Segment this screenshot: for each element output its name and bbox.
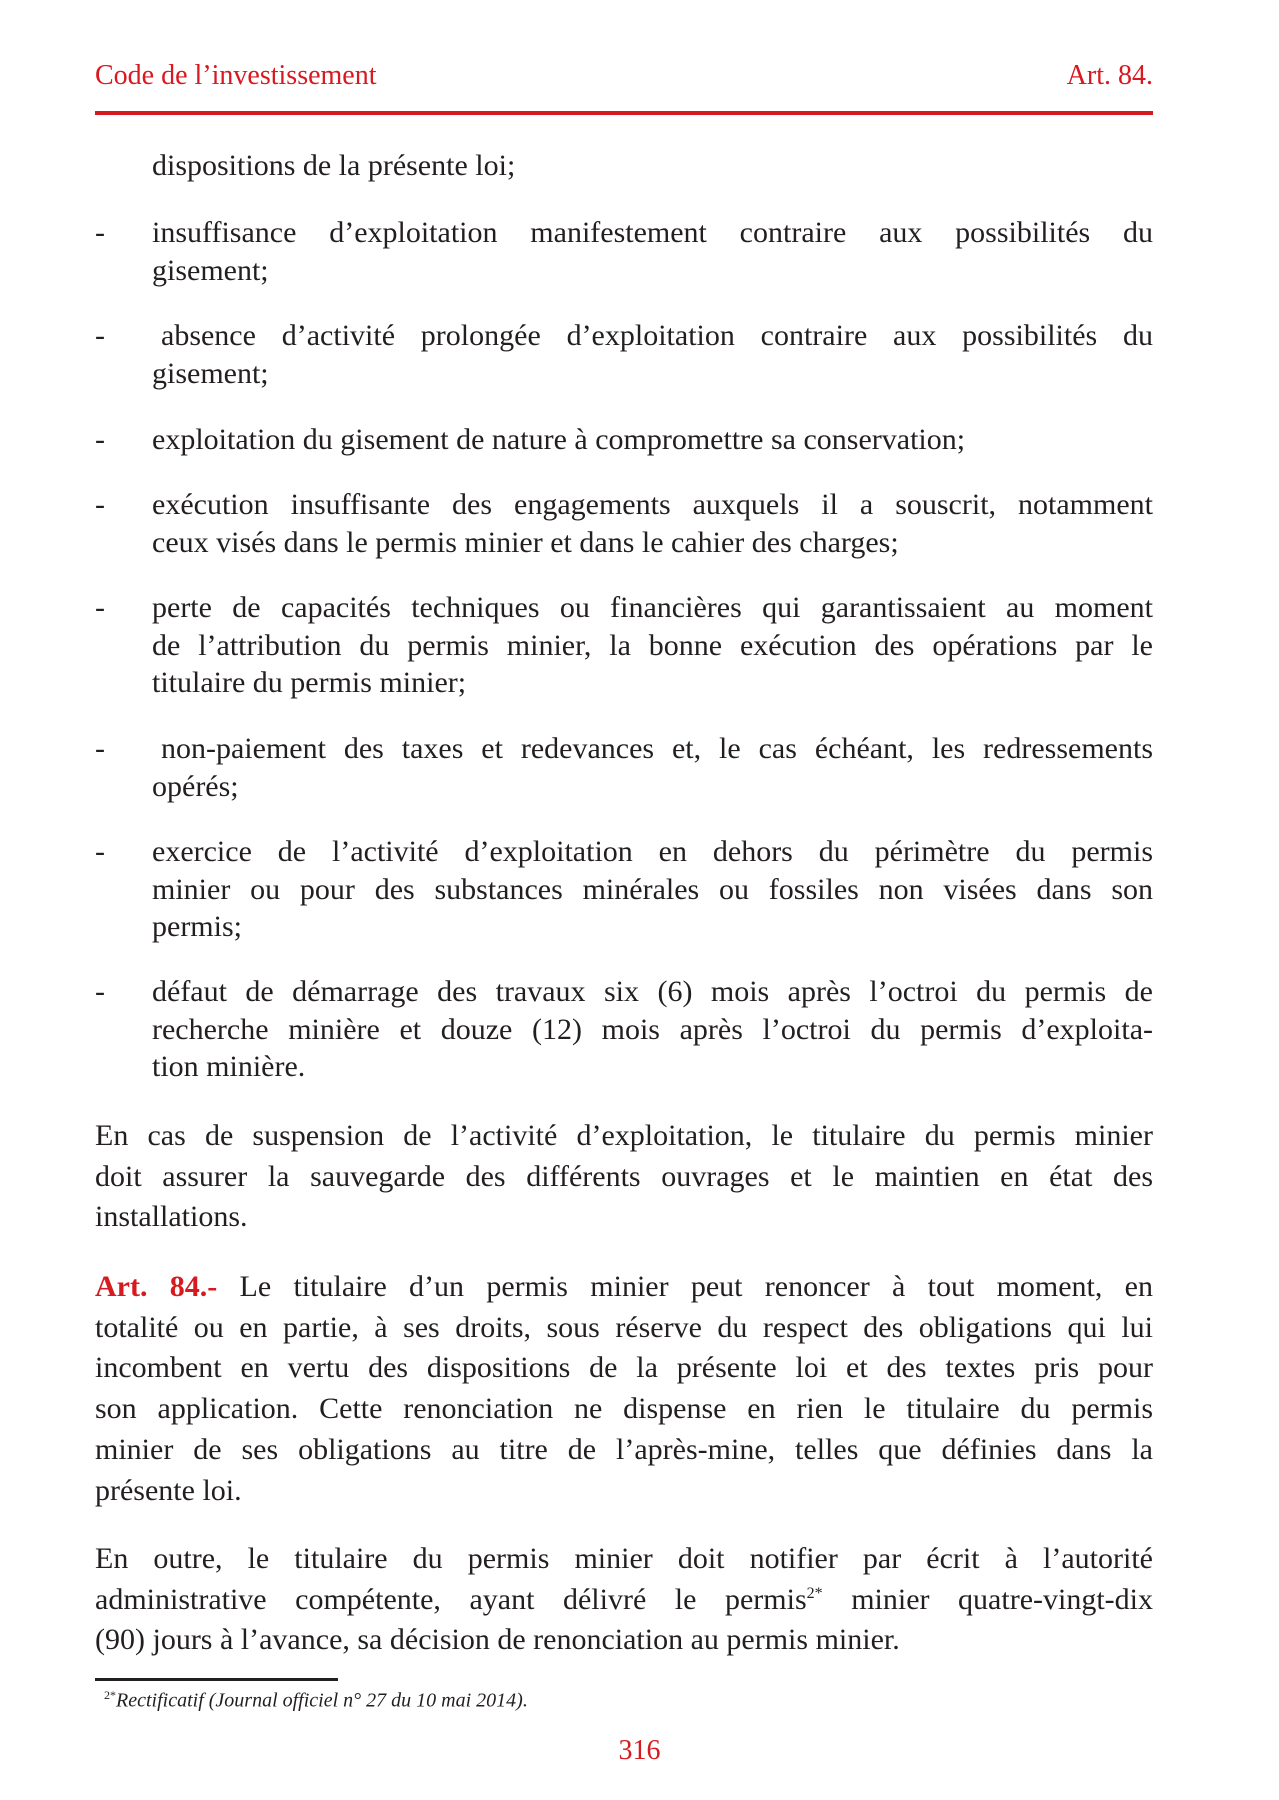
list-item-text [152, 833, 1153, 945]
text-span: administrative compétente, ayant délivré le permis [95, 1582, 807, 1616]
list-item [95, 317, 1153, 392]
footnote-marker: 2* [104, 1688, 116, 1702]
text-line: En outre, le titulaire du permis minier doit notifier par écrit à l’autorité [95, 1542, 1153, 1575]
text-line: gisement; [152, 253, 269, 287]
bullet-dash: - [95, 488, 105, 522]
paragraph-suspension [95, 1116, 1153, 1238]
text-line [95, 1389, 1153, 1430]
list-item [95, 730, 1153, 805]
paragraph-notification [95, 1539, 1153, 1661]
text-line: permis; [152, 909, 242, 943]
text-line: ceux visés dans le permis minier et dans le cahier des charges; [152, 525, 899, 559]
text-line: défaut de démarrage des travaux six (6) mois après l’octroi du permis de [152, 975, 1153, 1009]
running-header-article: Art. 84. [1066, 60, 1153, 91]
list-item [95, 973, 1153, 1085]
text-line: exercice de l’activité d’exploitation en dehors du périmètre du permis [152, 835, 1153, 869]
text-span: totalité ou en partie, à ses droits, sous réserve du respect des obligations qui lui [95, 1310, 1153, 1344]
text-line: dispositions de la présente loi; [152, 149, 516, 182]
text-span: son application. Cette renonciation ne dispense en rien le titulaire du permis [95, 1392, 1153, 1426]
text-line: insuffisance d’exploitation manifestement contraire aux possibilités du [152, 216, 1153, 250]
text-line [95, 1267, 1153, 1308]
footnote-reference[interactable]: 2* [806, 1584, 823, 1602]
list-item-text [152, 486, 1153, 561]
footnote-separator [95, 1678, 338, 1681]
bullet-dash: - [95, 835, 105, 869]
bullet-dash: - [95, 732, 105, 766]
bullet-dash: - [95, 319, 105, 353]
text-span: Le titulaire d’un permis minier peut renoncer à tout moment, en [239, 1270, 1153, 1303]
bullet-dash: - [95, 591, 105, 625]
text-span: incombent en vertu des dispositions de la présente loi et des textes pris pour [95, 1351, 1153, 1385]
text-line [95, 1308, 1153, 1349]
text-line: minier ou pour des substances minérales ou fossiles non visées dans son [152, 872, 1153, 906]
footnote-text: Rectificatif (Journal officiel n° 27 du 10 mai 2014). [116, 1689, 528, 1712]
list-item [95, 833, 1153, 945]
text-line [95, 1348, 1153, 1389]
text-line: installations. [95, 1200, 248, 1234]
lines [152, 147, 1153, 184]
text-line: tion minière. [152, 1049, 306, 1083]
page-number: 316 [618, 1735, 661, 1766]
text-line [95, 1580, 1153, 1621]
text-line: perte de capacités techniques ou financières qui garantissaient au moment [152, 591, 1153, 625]
text-line: opérés; [152, 769, 239, 803]
list-item [95, 421, 1153, 458]
header-rule [95, 111, 1153, 115]
article-label: Art. 84.- [95, 1270, 218, 1303]
text-line [95, 1471, 1153, 1512]
list-item-text [152, 317, 1153, 392]
text-line: de l’attribution du permis minier, la bonne exécution des opérations par le [152, 628, 1153, 662]
running-header-title: Code de l’investissement [95, 60, 377, 91]
continuation-line [95, 147, 1153, 184]
text-line: exploitation du gisement de nature à compromettre sa conservation; [152, 423, 966, 457]
text-line: (90) jours à l’avance, sa décision de renonciation au permis minier. [95, 1623, 900, 1657]
list-item [95, 589, 1153, 701]
text-span [217, 1270, 239, 1303]
text-span: minier quatre-vingt-dix [822, 1582, 1153, 1616]
list-item-text [152, 421, 1153, 458]
text-line: non-paiement des taxes et redevances et, le cas échéant, les redressements [161, 732, 1153, 766]
text-line: recherche minière et douze (12) mois après l’octroi du permis d’exploita- [152, 1012, 1153, 1046]
text-line: doit assurer la sauvegarde des différents ouvrages et le maintien en état des [95, 1159, 1153, 1193]
text-line: exécution insuffisante des engagements auxquels il a souscrit, notamment [152, 488, 1153, 522]
list-item [95, 486, 1153, 561]
article-84 [95, 1267, 1153, 1511]
text-line: absence d’activité prolongée d’exploitation contraire aux possibilités du [161, 319, 1153, 353]
text-line: titulaire du permis minier; [152, 665, 467, 699]
text-line: gisement; [152, 356, 269, 390]
list-item-text [152, 214, 1153, 289]
list-item-text [152, 589, 1153, 701]
footnote [104, 1688, 528, 1713]
list-item-text [152, 973, 1153, 1085]
bullet-dash: - [95, 216, 105, 250]
list-item-text [152, 730, 1153, 805]
bullet-dash: - [95, 423, 105, 457]
text-span: minier de ses obligations au titre de l’après-mine, telles que définies dans la [95, 1432, 1153, 1466]
text-line: En cas de suspension de l’activité d’exploitation, le titulaire du permis minier [95, 1119, 1153, 1152]
list-item [95, 214, 1153, 289]
bullet-dash: - [95, 975, 105, 1009]
text-span: présente loi. [95, 1473, 242, 1507]
text-line [95, 1430, 1153, 1471]
